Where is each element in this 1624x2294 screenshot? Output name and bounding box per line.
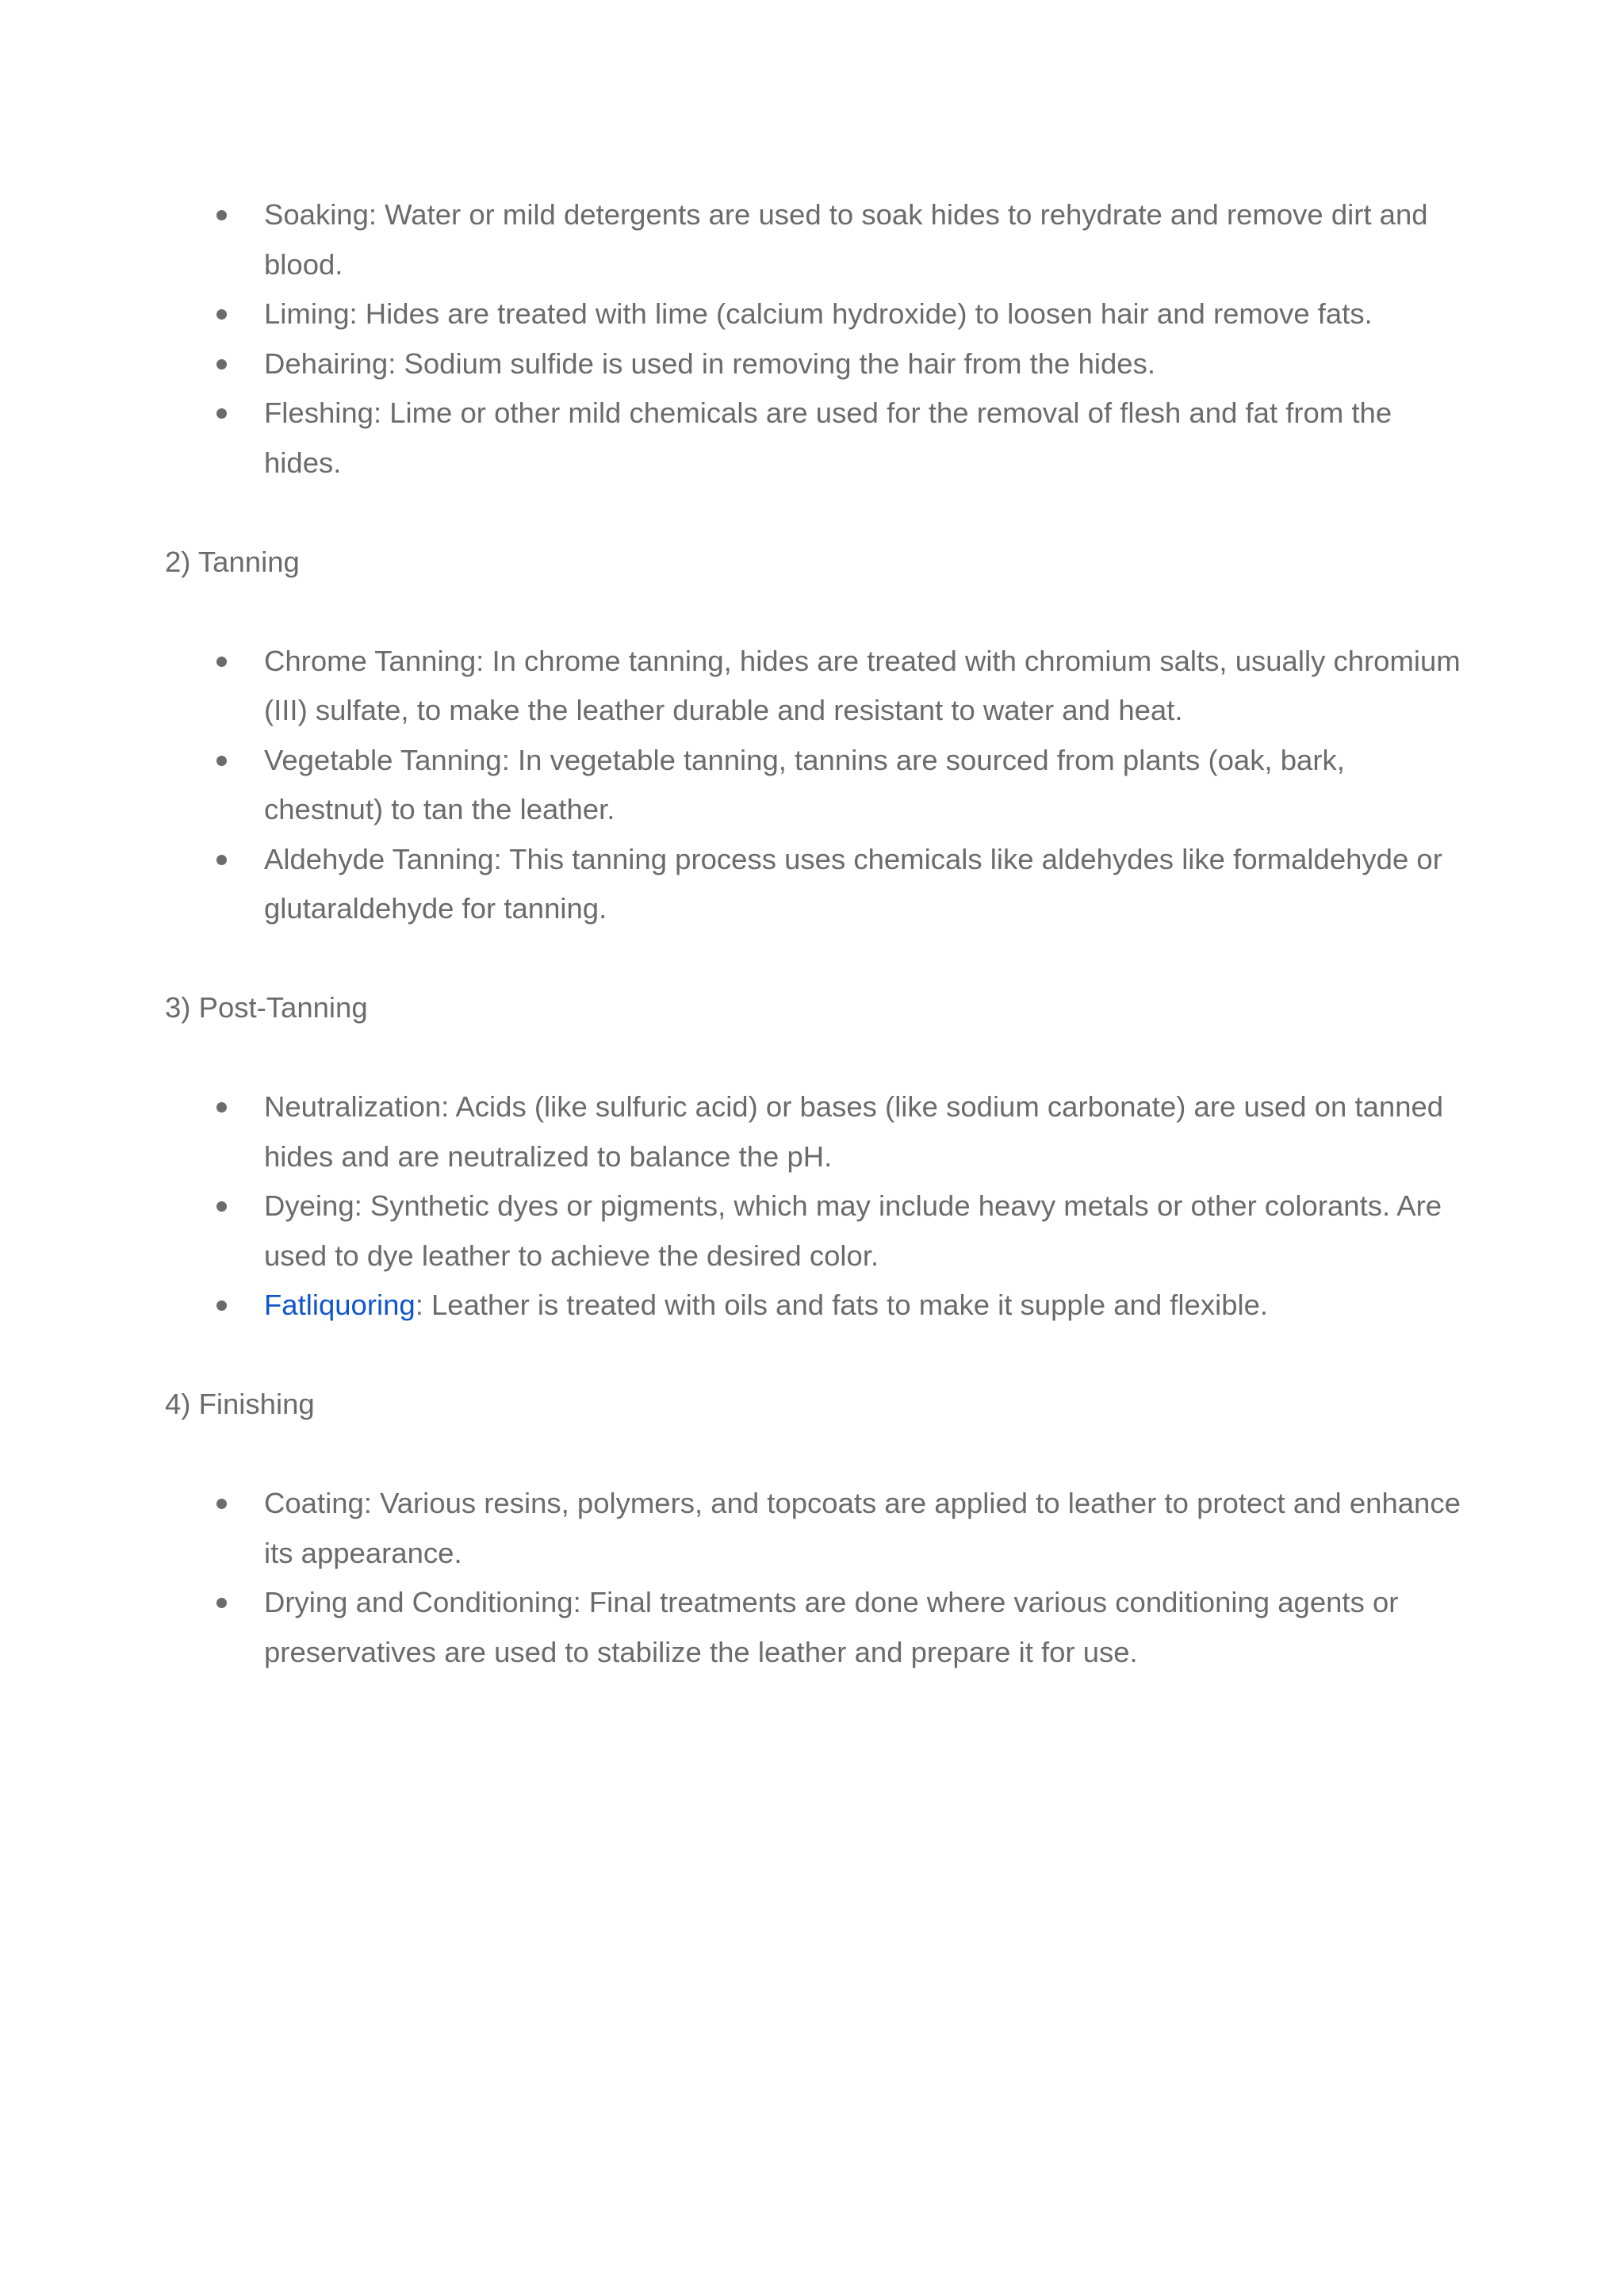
fatliquoring-link[interactable]: Fatliquoring <box>264 1289 416 1321</box>
list-item-dyeing: Dyeing: Synthetic dyes or pigments, which may include heavy metals or other colorants. Are used to dye leather to achieve the desired color. <box>165 1181 1465 1281</box>
list-item-coating: Coating: Various resins, polymers, and topcoats are applied to leather to protect and enhance its appearance. <box>165 1479 1465 1578</box>
list-item-soaking: Soaking: Water or mild detergents are used to soak hides to rehydrate and remove dirt and blood. <box>165 190 1465 289</box>
list-item-neutralization: Neutralization: Acids (like sulfuric acid) or bases (like sodium carbonate) are used on tanned hides and are neutralized to balance the pH. <box>165 1082 1465 1181</box>
spacer <box>165 1430 1465 1480</box>
post-tanning-list <box>165 1082 1465 1331</box>
spacer <box>165 934 1465 984</box>
list-item-liming: Liming: Hides are treated with lime (calcium hydroxide) to loosen hair and remove fats. <box>165 289 1465 339</box>
preparation-list <box>165 190 1465 488</box>
spacer <box>165 1331 1465 1381</box>
list-item-dehairing: Dehairing: Sodium sulfide is used in removing the hair from the hides. <box>165 339 1465 389</box>
tanning-list <box>165 637 1465 934</box>
list-item-aldehyde-tanning: Aldehyde Tanning: This tanning process uses chemicals like aldehydes like formaldehyde or glutaraldehyde for tanning. <box>165 835 1465 934</box>
section-heading-finishing: 4) Finishing <box>165 1388 315 1420</box>
finishing-list <box>165 1479 1465 1677</box>
list-item-fatliquoring <box>165 1281 1465 1331</box>
list-item-vegetable-tanning: Vegetable Tanning: In vegetable tanning, tannins are sourced from plants (oak, bark, chestnut) to tan the leather. <box>165 736 1465 835</box>
list-item-chrome-tanning: Chrome Tanning: In chrome tanning, hides are treated with chromium salts, usually chromium (III) sulfate, to make the leather durable and resistant to water and heat. <box>165 637 1465 736</box>
spacer <box>165 1033 1465 1083</box>
spacer <box>165 488 1465 538</box>
document-content <box>165 190 1465 1677</box>
list-item-fleshing: Fleshing: Lime or other mild chemicals are used for the removal of flesh and fat from the hides. <box>165 389 1465 488</box>
section-heading-tanning: 2) Tanning <box>165 545 300 578</box>
section-heading-post-tanning: 3) Post-Tanning <box>165 991 368 1024</box>
list-item-drying-and-conditioning: Drying and Conditioning: Final treatments are done where various conditioning agents or preservatives are used to stabilize the leather and prepare it for use. <box>165 1578 1465 1677</box>
fatliquoring-description: : Leather is treated with oils and fats to make it supple and flexible. <box>415 1289 1269 1321</box>
spacer <box>165 587 1465 637</box>
